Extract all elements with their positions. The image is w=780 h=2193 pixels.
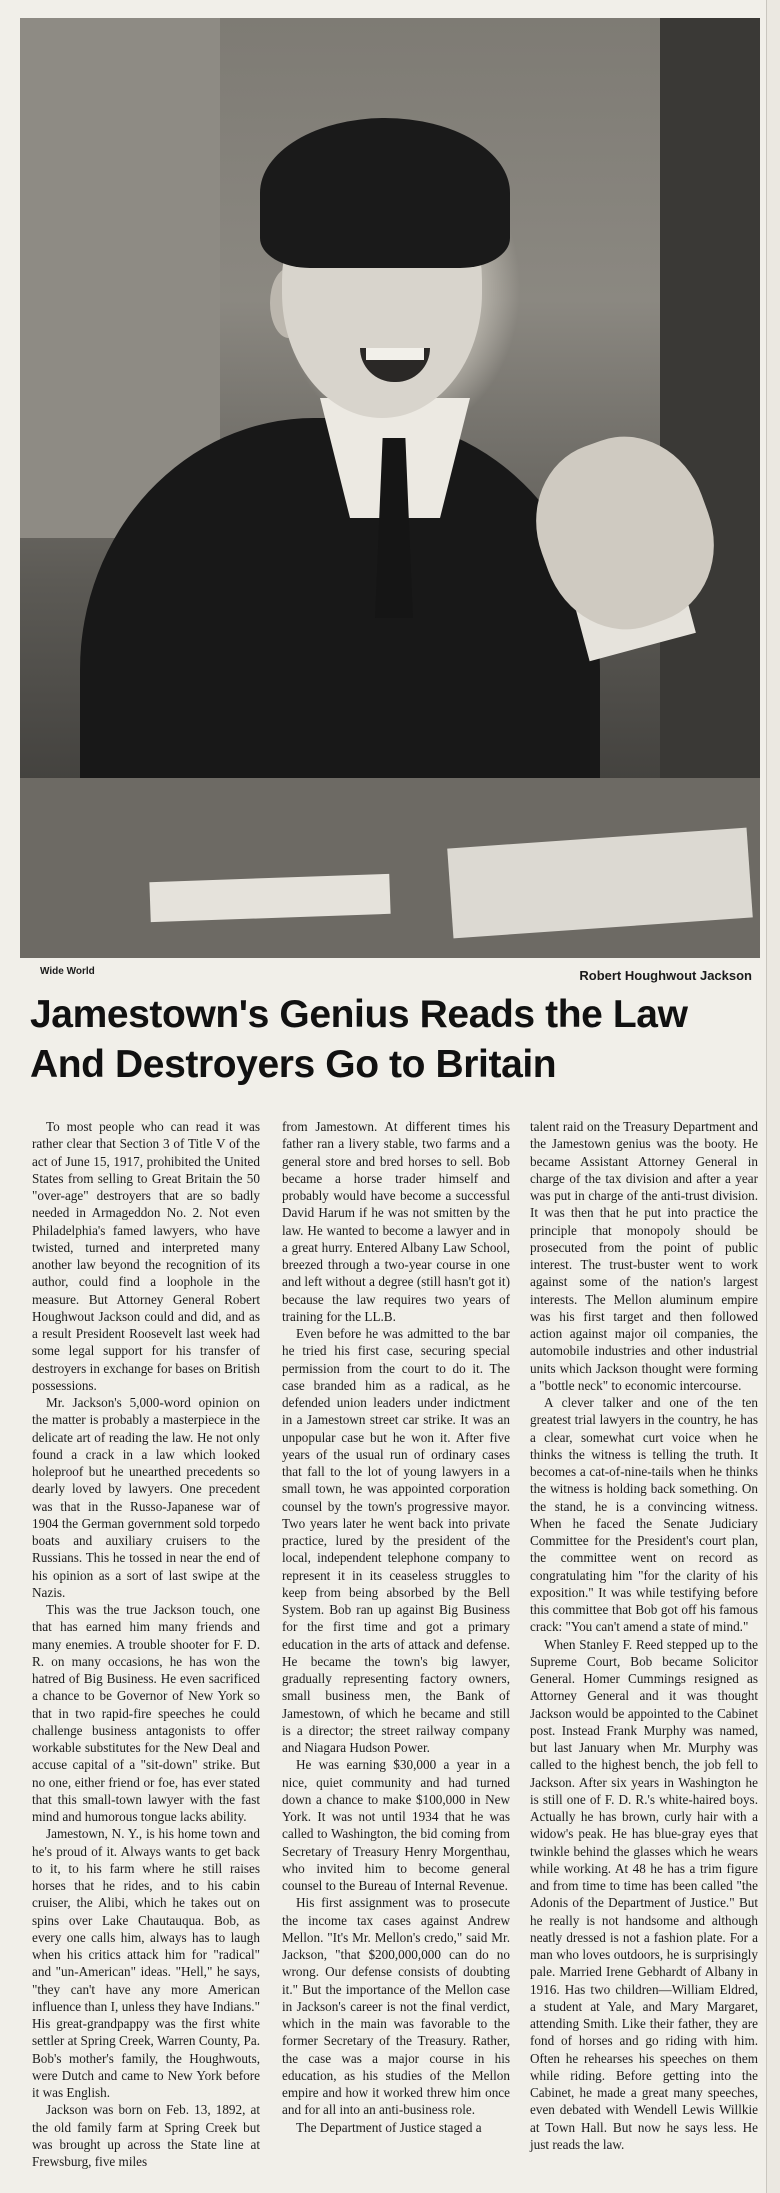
paragraph: from Jamestown. At different times his father ran a livery stable, two farms and a general store and bred horses to sell. Bob became a horse trader himself and probably would have become a successful David Harum if he was not smitten by the law. He wanted to become a lawyer and in a great hurry. Entered Albany Law School, breezed through a two-year course in one and left without a degree (still hasn't got it) because the law requires two years of training for the LL.B.	[282, 1119, 510, 1324]
headline-line-1: Jamestown's Genius Reads the Law	[30, 993, 688, 1036]
paragraph: The Department of Justice staged a	[296, 2119, 482, 2135]
paragraph: talent raid on the Treasury Department and the Jamestown genius was the booty. He became Assistant Attorney General in charge of the tax division and after a year was put in charge of the anti-trust division. It was then that he put into practice the principle that monopoly should be prosecuted from the point of public interest. The trust-buster went to work against some of the nation's largest interests. The Mellon aluminum empire was his first target and then followed action against major oil companies, the automobile industries and other industrial units which Jackson thought were forming a "bottle neck" to economic intercourse.	[530, 1119, 758, 1393]
paragraph: To most people who can read it was rather clear that Section 3 of Title V of the act of June 15, 1917, prohibited the United States from selling to Great Britain the 50 "over-age" destroyers that are so badly needed in Armageddon No. 2. Not even Philadelphia's famed lawyers, who have twisted, turned and interpreted many another law beyond the recognition of its author, could find a loophole in the measure. But Attorney General Robert Houghwout Jackson could and did, and as a result President Roosevelt last week had some legal support for his transfer of destroyers in exchange for bases on British possessions.	[32, 1119, 260, 1393]
headline	[30, 990, 770, 1090]
paragraph: This was the true Jackson touch, one that has earned him many friends and many enemies. A trouble shooter for F. D. R. on many occasions, he has won the hatred of Big Business. He even sacrificed a chance to be Governor of New York so that in two rapid-fire speeches he could challenge business antagonists to offer workable substitutes for the New Deal and accuse capital of a "sit-down" strike. But no one, either friend or foe, has ever stated that this small-town lawyer with the fast mind and humorous tongue lacks ability.	[32, 1602, 260, 1824]
paragraph: Even before he was admitted to the bar he tried his first case, securing special permission from the court to do it. The case branded him as a radical, as he defended union leaders under indictment in a Jamestown street car strike. It was an unpopular case but he won it. After five years of the usual run of ordinary cases that fall to the lot of young lawyers in a small town, he was appointed corporation counsel by the town's progressive mayor. Two years later he went back into private practice, lured by the president of the local, independent telephone company to represent it in its ceaseless struggles to keep from being absorbed by the Bell System. Bob ran up against Big Business for the first time and got a primary education in the arts of attack and defense. He became the town's big lawyer, gradually representing factory owners, small business men, the Bank of Jamestown, of which he became and still is a director; the street railway company and Niagara Hudson Power.	[282, 1326, 510, 1755]
adjacent-page-edge	[766, 0, 780, 2193]
paragraph: He was earning $30,000 a year in a nice, quiet community and had turned down a chance to make $100,000 in New York. It was not until 1934 that he was called to Washington, the bid coming from Secretary of Treasury Henry Morgenthau, who invited him to become general counsel to the Bureau of Internal Revenue.	[282, 1757, 510, 1893]
article-column-3	[530, 1118, 758, 2153]
paragraph: A clever talker and one of the ten greatest trial lawyers in the country, he has a clear, somewhat curt voice when he thinks the witness is telling the truth. It becomes a cat-of-nine-tails when he thinks the witness is holding back something. On the stand, he is a convincing witness. When he faced the Senate Judiciary Committee for the President's court plan, the committee went on record as congratulating him "for the clarity of his exposition." It was while testifying before this committee that Bob got off his famous crack: "You can't amend a state of mind."	[530, 1395, 758, 1635]
paragraph: His first assignment was to prosecute the income tax cases against Andrew Mellon. "It's Mr. Mellon's credo," said Mr. Jackson, "that $200,000,000 can do no wrong. Our defense consists of doubting it." But the importance of the Mellon case in Jackson's career is not the final verdict, which in the main was favorable to the former Secretary of the Treasury. Rather, the case was a major course in his education, as his studies of the Mellon empire and how it worked threw him once and for all into an anti-business role.	[282, 1895, 510, 2118]
photo-caption: Robert Houghwout Jackson	[579, 968, 752, 983]
article-column-2	[282, 1118, 510, 2136]
paragraph: When Stanley F. Reed stepped up to the Supreme Court, Bob became Solicitor General. Homer Cummings resigned as Attorney General and it was thought Jackson would be appointed to the Cabinet post. Instead Frank Murphy was named, but last January when Mr. Murphy was called to the highest bench, the job fell to Jackson. After six years in Washington he is still one of F. D. R.'s white-haired boys. Actually he has brown, curly hair with a widow's peak. He has blue-gray eyes that twinkle behind the glasses which he wears while working. At 48 he has a trim figure and from time to time has been called "the Adonis of the Department of Justice." But he really is not handsome and although neatly dressed is not a fashion plate. For a man who loves outdoors, he is surprisingly pale. Married Irene Gebhardt of Albany in 1916. Has two children—William Eldred, a student at Yale, and Mary Margaret, attending Smith. Like their father, they are fond of horses and go riding with him. Often he rehearses his speeches on them while riding. Before getting into the Cabinet, he made a great many speeches, even debated with Wendell Lewis Willkie at Town Hall. But now he says less. He just reads the law.	[530, 1636, 758, 2152]
headline-line-2: And Destroyers Go to Britain	[30, 1043, 557, 1086]
paragraph: Jamestown, N. Y., is his home town and he's proud of it. Always wants to get back to it, to his farm where he still raises horses that he rides, and to his cabin cruiser, the Alibi, which he takes out on spins over Lake Chautauqua. Bob, as every one calls him, always has to laugh when his critics attack him for "radical" and "un-American" ideas. "Hell," he says, "they can't have any more American influence than I, unless they have Indians." His great-grandpappy was the first white settler at Spring Creek, Warren County, Pa. Bob's mother's family, the Houghwouts, were Dutch and came to New York before it was English.	[32, 1826, 260, 2100]
photo-credit: Wide World	[40, 966, 95, 977]
paragraph: Mr. Jackson's 5,000-word opinion on the matter is probably a masterpiece in the delicate art of reading the law. He not only found a crack in a law which looked holeproof but he unearthed precedents so dearly loved by lawyers. One precedent was that in the Russo-Japanese war of 1904 the German government sold torpedo boats and auxiliary cruisers to the Russians. This he tossed in near the end of his opinion as a sort of last swipe at the Nazis.	[32, 1395, 260, 1600]
portrait-photo	[20, 18, 760, 958]
article-column-1	[32, 1118, 260, 2170]
paragraph: Jackson was born on Feb. 13, 1892, at the old family farm at Spring Creek but was brought up across the State line at Frewsburg, five miles	[32, 2102, 260, 2169]
